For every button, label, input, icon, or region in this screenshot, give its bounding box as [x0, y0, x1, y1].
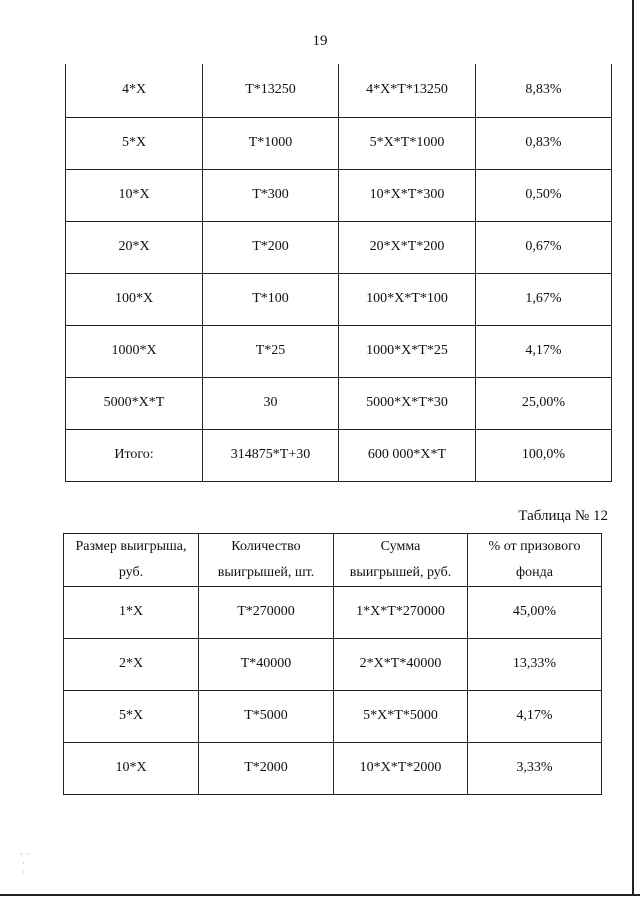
total-row	[66, 429, 612, 481]
table-cell: 25,00%	[476, 377, 612, 429]
header-line: Размер выигрыша,	[75, 539, 187, 554]
total-label: Итого:	[66, 429, 203, 481]
table-cell: 3,33%	[468, 743, 602, 795]
table-cell: T*300	[203, 169, 339, 221]
table-row	[66, 377, 612, 429]
page-number: 19	[312, 33, 328, 49]
column-header-sum	[334, 534, 468, 587]
table-row	[66, 273, 612, 325]
total-percent: 100,0%	[476, 429, 612, 481]
table-cell: 10*X	[64, 743, 199, 795]
table-cell: 4*X	[66, 64, 203, 117]
table-row	[64, 639, 602, 691]
table-cell: 4,17%	[468, 691, 602, 743]
table-cell: 5*X	[66, 117, 203, 169]
table-cell: 2*X*T*40000	[334, 639, 468, 691]
table-cell: 2*X	[64, 639, 199, 691]
column-header-quantity	[199, 534, 334, 587]
table-cell: 30	[203, 377, 339, 429]
table-cell: T*5000	[199, 691, 334, 743]
table-cell: 5*X*T*5000	[334, 691, 468, 743]
total-count: 314875*T+30	[203, 429, 339, 481]
table-row	[66, 117, 612, 169]
column-header-percent	[468, 534, 602, 587]
table-cell: 8,83%	[476, 64, 612, 117]
table-cell: T*1000	[203, 117, 339, 169]
prize-table-12	[63, 533, 602, 795]
table-row	[66, 221, 612, 273]
total-sum: 600 000*X*T	[339, 429, 476, 481]
table-cell: T*2000	[199, 743, 334, 795]
header-line: выигрышей, руб.	[349, 565, 452, 580]
table-cell: 13,33%	[468, 639, 602, 691]
table-header-row	[64, 534, 602, 587]
table-cell: 5000*X*T*30	[339, 377, 476, 429]
page-border-right	[632, 0, 634, 896]
prize-table-continued	[65, 64, 612, 482]
scan-specks: · · · ·	[20, 850, 30, 877]
table-cell: 1*X	[64, 587, 199, 639]
table-cell: 5000*X*T	[66, 377, 203, 429]
table-cell: T*270000	[199, 587, 334, 639]
table-row	[66, 169, 612, 221]
table-cell: 1*X*T*270000	[334, 587, 468, 639]
table-cell: T*200	[203, 221, 339, 273]
table-cell: 4,17%	[476, 325, 612, 377]
header-line: % от призового	[488, 539, 581, 554]
table-row	[66, 325, 612, 377]
table-cell: T*100	[203, 273, 339, 325]
table-row	[66, 64, 612, 117]
table-cell: 10*X	[66, 169, 203, 221]
table-row	[64, 587, 602, 639]
table-cell: 20*X*T*200	[339, 221, 476, 273]
table-cell: 4*X*T*13250	[339, 64, 476, 117]
table-row	[64, 691, 602, 743]
table-caption: Таблица № 12	[518, 508, 608, 524]
table-cell: T*25	[203, 325, 339, 377]
table-cell: 1000*X*T*25	[339, 325, 476, 377]
table-row	[64, 743, 602, 795]
table-cell: 5*X*T*1000	[339, 117, 476, 169]
table-cell: 10*X*T*2000	[334, 743, 468, 795]
header-line: Сумма	[380, 539, 421, 554]
header-line: руб.	[118, 565, 144, 580]
table-cell: 0,50%	[476, 169, 612, 221]
header-line: фонда	[516, 565, 553, 580]
table-cell: 100*X	[66, 273, 203, 325]
table-cell: 1000*X	[66, 325, 203, 377]
table-cell: 20*X	[66, 221, 203, 273]
table-cell: T*13250	[203, 64, 339, 117]
table-cell: 5*X	[64, 691, 199, 743]
table-cell: T*40000	[199, 639, 334, 691]
page-border-bottom	[0, 894, 640, 896]
table-cell: 0,67%	[476, 221, 612, 273]
table-cell: 0,83%	[476, 117, 612, 169]
table-cell: 100*X*T*100	[339, 273, 476, 325]
table-cell: 45,00%	[468, 587, 602, 639]
column-header-prize-size	[64, 534, 199, 587]
header-line: Количество	[231, 539, 301, 554]
table-cell: 10*X*T*300	[339, 169, 476, 221]
table-cell: 1,67%	[476, 273, 612, 325]
header-line: выигрышей, шт.	[217, 565, 315, 580]
